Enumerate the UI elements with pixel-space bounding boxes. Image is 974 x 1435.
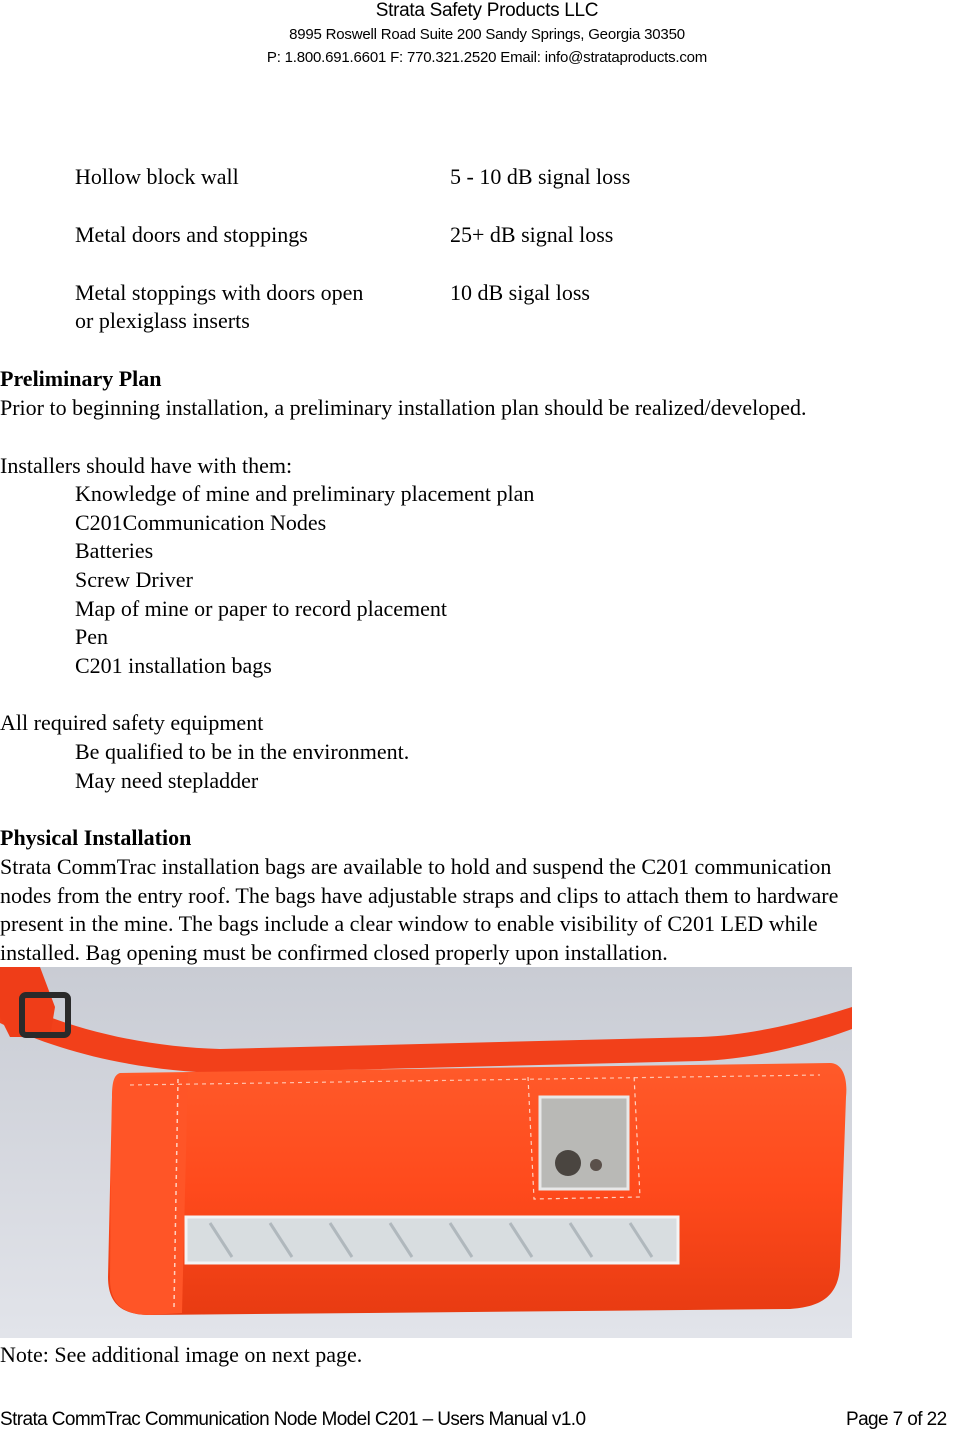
footer-page-number: Page 7 of 22 — [846, 1409, 947, 1430]
company-name: Strata Safety Products LLC — [375, 0, 599, 21]
physical-installation-heading: Physical Installation — [0, 825, 192, 850]
installer-item: Pen — [75, 624, 108, 649]
company-contact: P: 1.800.691.6601 F: 770.321.2520 Email: info@strataproducts.com — [266, 49, 708, 66]
company-address: 8995 Roswell Road Suite 200 Sandy Springs, Georgia 30350 — [289, 26, 685, 43]
installers-intro: Installers should have with them: — [0, 453, 293, 478]
safety-item: Be qualified to be in the environment. — [75, 739, 410, 764]
preliminary-plan-text: Prior to beginning installation, a preliminary installation plan should be realized/developed. — [0, 395, 807, 420]
bag-body — [108, 1063, 846, 1315]
installer-item: Map of mine or paper to record placement — [75, 596, 448, 621]
physical-installation-line: nodes from the entry roof. The bags have adjustable straps and clips to attach them to hardware — [0, 883, 839, 908]
installer-item: C201 installation bags — [75, 653, 272, 678]
safety-intro: All required safety equipment — [0, 710, 264, 735]
note-text: Note: See additional image on next page. — [0, 1342, 363, 1367]
signal-loss-material-2: Metal doors and stoppings — [75, 222, 308, 247]
installer-item: Knowledge of mine and preliminary placement plan — [75, 481, 535, 506]
signal-loss-material-3-line2: or plexiglass inserts — [75, 308, 250, 333]
safety-item: May need stepladder — [75, 768, 259, 793]
signal-loss-material-3: Metal stoppings with doors open — [75, 280, 364, 305]
signal-loss-value-1: 5 - 10 dB signal loss — [450, 164, 631, 189]
clear-window — [540, 1097, 628, 1189]
signal-loss-value-3: 10 dB sigal loss — [450, 280, 590, 305]
physical-installation-line: present in the mine. The bags include a clear window to enable visibility of C201 LED while — [0, 911, 818, 936]
physical-installation-line: Strata CommTrac installation bags are available to hold and suspend the C201 communication — [0, 854, 832, 879]
signal-loss-value-2: 25+ dB signal loss — [450, 222, 614, 247]
footer-manual-title: Strata CommTrac Communication Node Model C201 – Users Manual v1.0 — [0, 1409, 586, 1430]
physical-installation-line: installed. Bag opening must be confirmed closed properly upon installation. — [0, 940, 668, 965]
signal-loss-material-1: Hollow block wall — [75, 164, 239, 189]
preliminary-plan-heading: Preliminary Plan — [0, 366, 162, 391]
installation-bag-photo — [0, 967, 852, 1338]
installer-item: Screw Driver — [75, 567, 193, 592]
reflective-strip — [186, 1217, 678, 1263]
installer-item: Batteries — [75, 538, 154, 563]
installer-item: C201Communication Nodes — [75, 510, 327, 535]
